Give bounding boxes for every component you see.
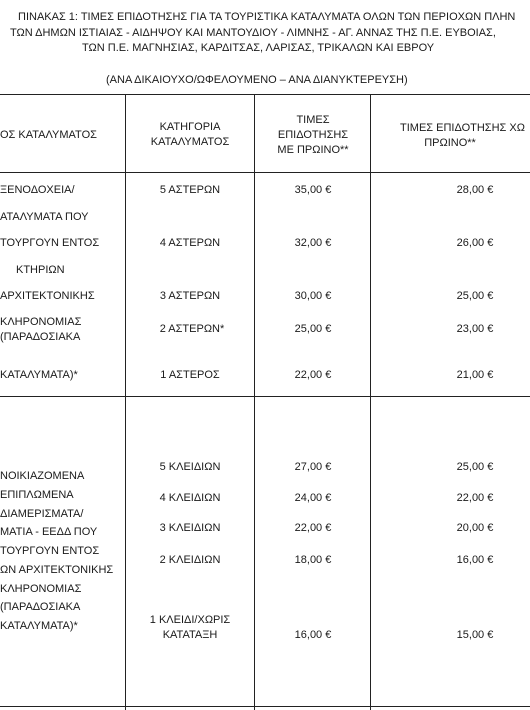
group-divider — [0, 396, 530, 397]
group2-type-line: ΔΙΑΜΕΡΙΣΜΑΤΑ/ — [0, 508, 84, 520]
category-cell: 1 ΚΛΕΙΔΙ/ΧΩΡΙΣ — [149, 614, 231, 626]
table-top-border — [0, 94, 530, 95]
price-without-breakfast: 25,00 € — [456, 461, 494, 473]
price-with-breakfast: 24,00 € — [294, 492, 332, 504]
price-with-breakfast: 25,00 € — [294, 323, 332, 335]
table-title-line-3: ΤΩΝ Π.Ε. ΜΑΓΝΗΣΙΑΣ, ΚΑΡΔΙΤΣΑΣ, ΛΑΡΙΣΑΣ, ΤΡΙΚΑΛΩΝ ΚΑΙ ΕΒΡΟΥ — [82, 42, 435, 54]
price-with-breakfast: 18,00 € — [294, 554, 332, 566]
group2-type-line: ΚΑΤΑΛΥΜΑΤΑ)* — [0, 620, 78, 632]
price-without-breakfast: 25,00 € — [456, 290, 494, 302]
price-without-breakfast: 20,00 € — [456, 522, 494, 534]
category-cell: 2 ΚΛΕΙΔΙΩΝ — [159, 554, 221, 566]
price-without-breakfast: 26,00 € — [456, 237, 494, 249]
group2-type-line: (ΠΑΡΑΔΟΣΙΑΚΑ — [0, 601, 81, 613]
header-category-line-1: ΚΑΤΗΓΟΡΙΑ — [159, 121, 221, 133]
group1-type-line: (ΠΑΡΑΔΟΣΙΑΚΑ — [0, 331, 81, 343]
header-with-breakfast-line-3: ΜΕ ΠΡΩΙΝΟ** — [277, 144, 349, 156]
group1-type-line: ΤΟΥΡΓΟΥΝ ΕΝΤΟΣ — [0, 237, 100, 249]
table-bottom-border — [0, 706, 530, 707]
group1-type-line: ΚΑΤΑΛΥΜΑΤΑ)* — [0, 369, 78, 381]
table-title-line-2: ΤΩΝ ΔΗΜΩΝ ΙΣΤΙΑΙΑΣ - ΑΙΔΗΨΟΥ ΚΑΙ ΜΑΝΤΟΥΔΙΟΥ - ΛΙΜΝΗΣ - ΑΓ. ΑΝΝΑΣ ΤΗΣ Π.Ε. ΕΥΒΟΙΑΣ, — [10, 27, 496, 39]
table-subtitle: (ΑΝΑ ΔΙΚΑΙΟΥΧΟ/ΩΦΕΛΟΥΜΕΝΟ – ΑΝΑ ΔΙΑΝΥΚΤΕΡΕΥΣΗ) — [106, 74, 408, 86]
category-cell: 1 ΑΣΤΕΡΟΣ — [160, 369, 220, 381]
table-title-line-1: ΠΙΝΑΚΑΣ 1: ΤΙΜΕΣ ΕΠΙΔΟΤΗΣΗΣ ΓΙΑ ΤΑ ΤΟΥΡΙΣΤΙΚΑ ΚΑΤΑΛΥΜΑΤΑ ΟΛΩΝ ΤΩΝ ΠΕΡΙΟΧΩΝ ΠΛΗΝ — [18, 11, 516, 23]
category-cell: 5 ΚΛΕΙΔΙΩΝ — [159, 461, 221, 473]
header-with-breakfast-line-2: ΕΠΙΔΟΤΗΣΗΣ — [277, 129, 349, 141]
group1-type-line: ΞΕΝΟΔΟΧΕΙΑ/ — [0, 184, 75, 196]
header-with-breakfast-line-1: ΤΙΜΕΣ — [296, 114, 330, 126]
group2-type-line: ΚΛΗΡΟΝΟΜΙΑΣ — [0, 583, 82, 595]
column-divider-1 — [125, 94, 126, 710]
group1-type-line: ΚΤΗΡΙΩΝ — [16, 264, 65, 276]
price-with-breakfast: 30,00 € — [294, 290, 332, 302]
header-without-breakfast-line-1: ΤΙΜΕΣ ΕΠΙΔΟΤΗΣΗΣ ΧΩ — [400, 122, 525, 134]
category-cell: 2 ΑΣΤΕΡΩΝ* — [159, 323, 225, 335]
price-without-breakfast: 15,00 € — [456, 629, 494, 641]
category-cell: ΚΑΤΑΤΑΞΗ — [162, 629, 218, 641]
group2-type-line: ΝΟΙΚΙΑΖΟΜΕΝΑ — [0, 470, 85, 482]
price-with-breakfast: 32,00 € — [294, 237, 332, 249]
header-category-line-2: ΚΑΤΑΛΥΜΑΤΟΣ — [150, 136, 230, 148]
price-with-breakfast: 27,00 € — [294, 461, 332, 473]
price-without-breakfast: 16,00 € — [456, 554, 494, 566]
group1-type-line: ΑΤΑΛΥΜΑΤΑ ΠΟΥ — [0, 211, 89, 223]
price-with-breakfast: 22,00 € — [294, 369, 332, 381]
price-without-breakfast: 28,00 € — [456, 184, 494, 196]
price-without-breakfast: 22,00 € — [456, 492, 494, 504]
group1-type-line: ΑΡΧΙΤΕΚΤΟΝΙΚΗΣ — [0, 290, 95, 302]
price-with-breakfast: 22,00 € — [294, 522, 332, 534]
group2-type-line: ΩΝ ΑΡΧΙΤΕΚΤΟΝΙΚΗΣ — [0, 564, 114, 576]
category-cell: 4 ΚΛΕΙΔΙΩΝ — [159, 492, 221, 504]
category-cell: 5 ΑΣΤΕΡΩΝ — [159, 184, 221, 196]
header-accommodation-type: ΟΣ ΚΑΤΑΛΥΜΑΤΟΣ — [0, 129, 97, 141]
category-cell: 4 ΑΣΤΕΡΩΝ — [159, 237, 221, 249]
header-bottom-border — [0, 172, 530, 173]
group2-type-line: ΤΟΥΡΓΟΥΝ ΕΝΤΟΣ — [0, 545, 100, 557]
price-without-breakfast: 21,00 € — [456, 369, 494, 381]
category-cell: 3 ΚΛΕΙΔΙΩΝ — [159, 522, 221, 534]
price-without-breakfast: 23,00 € — [456, 323, 494, 335]
header-without-breakfast-line-2: ΠΡΩΙΝΟ** — [424, 137, 476, 149]
column-divider-3 — [370, 94, 371, 710]
group1-type-line: ΚΛΗΡΟΝΟΜΙΑΣ — [0, 316, 82, 328]
column-divider-2 — [254, 94, 255, 710]
group2-type-line: ΜΑΤΙΑ - ΕΕΔΔ ΠΟΥ — [0, 526, 98, 538]
price-with-breakfast: 16,00 € — [294, 629, 332, 641]
category-cell: 3 ΑΣΤΕΡΩΝ — [159, 290, 221, 302]
price-with-breakfast: 35,00 € — [294, 184, 332, 196]
group2-type-line: ΕΠΙΠΛΩΜΕΝΑ — [0, 489, 74, 501]
